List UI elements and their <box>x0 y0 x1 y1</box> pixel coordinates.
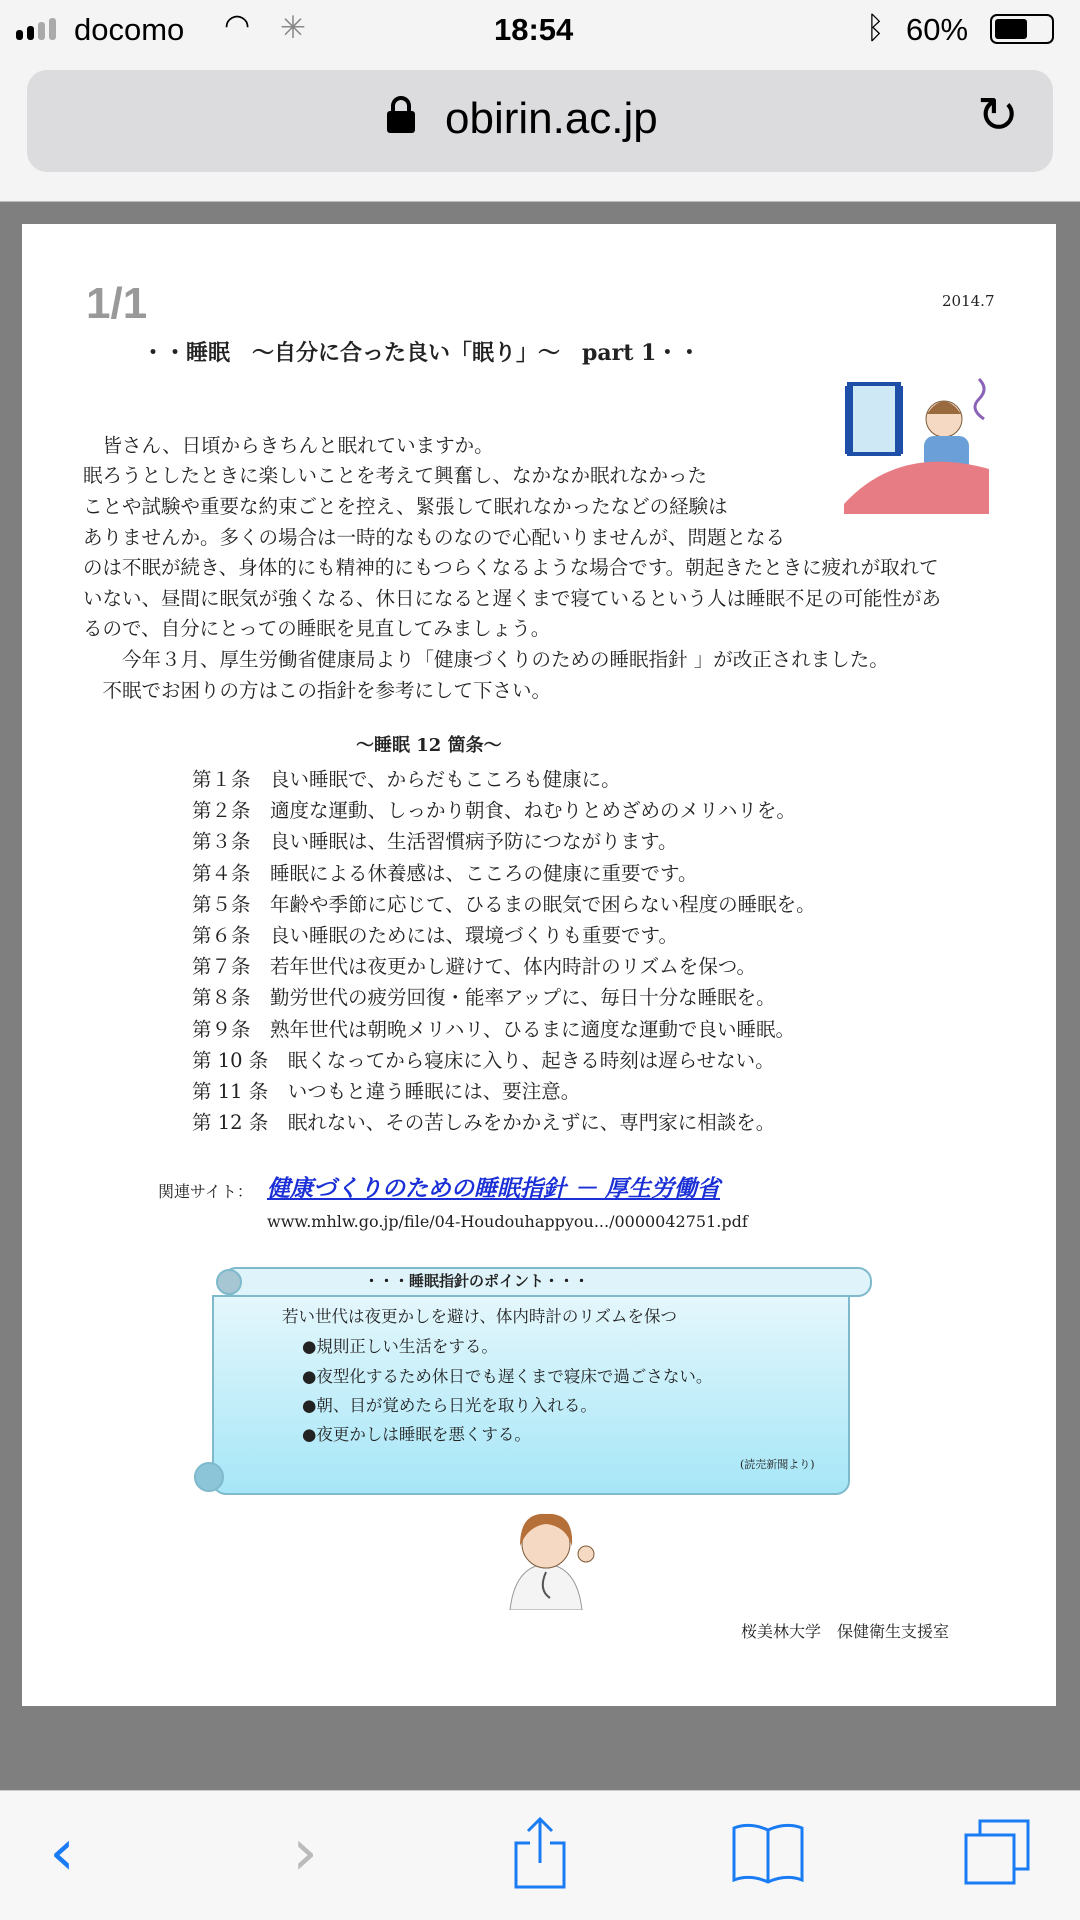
chevron-right-icon: › <box>292 1816 318 1890</box>
paragraph-line: ことや試験や重要な約束ごとを控え、緊張して眠れなかったなどの経験は <box>83 495 728 518</box>
tabs-icon <box>962 1817 1034 1889</box>
points-scroll-box <box>194 1267 874 1497</box>
scroll-bullet: ●夜型化するため休日でも遅くまで寝床で過ごさない。 <box>302 1367 713 1386</box>
status-bar <box>0 0 1080 60</box>
article-item: 第６条 良い睡眠のためには、環境づくりも重要です。 <box>192 924 678 947</box>
url-text: obirin.ac.jp <box>445 94 658 143</box>
share-button[interactable] <box>500 1813 580 1893</box>
book-icon <box>730 1820 806 1886</box>
scroll-bullet: ●規則正しい生活をする。 <box>302 1337 498 1356</box>
scroll-bullet: ●夜更かしは睡眠を悪くする。 <box>302 1425 531 1444</box>
back-button[interactable] <box>22 1813 102 1893</box>
bookmarks-button[interactable] <box>728 1813 808 1893</box>
article-item: 第２条 適度な運動、しっかり朝食、ねむりとめざめのメリハリを。 <box>192 799 796 822</box>
reload-icon[interactable]: ↻ <box>977 87 1019 143</box>
sleeping-illustration <box>839 374 999 514</box>
clock: 18:54 <box>494 12 574 47</box>
paragraph-line: 今年３月、厚生労働省健康局より「健康づくりのための睡眠指針 」が改正されました。 <box>83 648 889 671</box>
address-bar[interactable] <box>27 70 1053 172</box>
article-item: 第１条 良い睡眠で、からだもこころも健康に。 <box>192 768 621 791</box>
tabs-button[interactable] <box>958 1813 1038 1893</box>
paragraph-line: 不眠でお困りの方はこの指針を参考にして下さい。 <box>83 679 552 702</box>
articles-heading: ～睡眠 12 箇条～ <box>356 735 502 756</box>
safari-toolbar <box>0 1790 1080 1920</box>
article-item: 第 10 条 眠くなってから寝床に入り、起きる時刻は遅らせない。 <box>192 1049 775 1072</box>
forward-button[interactable] <box>265 1813 345 1893</box>
article-item: 第 11 条 いつもと違う睡眠には、要注意。 <box>192 1080 581 1103</box>
article-item: 第３条 良い睡眠は、生活習慣病予防につながります。 <box>192 830 678 853</box>
loading-icon: ✳ <box>280 10 306 45</box>
date: 2014.7 <box>942 292 995 310</box>
article-item: 第７条 若年世代は夜更かし避けて、体内時計のリズムを保つ。 <box>192 955 756 978</box>
paragraph-line: のは不眠が続き、身体的にも精神的にもつらくなるような場合です。朝起きたときに疲れが取れて <box>83 556 939 579</box>
paragraph-line: 皆さん、日頃からきちんと眠れていますか。 <box>83 434 494 457</box>
document-title: ・・睡眠 ～自分に合った良い「眠り」～ part 1・・ <box>142 340 701 366</box>
article-item: 第５条 年齢や季節に応じて、ひるまの眠気で困らない程度の睡眠を。 <box>192 893 816 916</box>
paragraph-line: 眠ろうとしたときに楽しいことを考えて興奮し、なかなか眠れなかった <box>83 464 708 487</box>
paragraph-line: るので、自分にとっての睡眠を見直してみましょう。 <box>83 617 551 640</box>
scroll-bullet: ●朝、目が覚めたら日光を取り入れる。 <box>302 1396 597 1415</box>
paragraph-line: ありませんか。多くの場合は一時的なものなので心配いりませんが、問題となる <box>83 526 786 549</box>
battery-icon <box>990 14 1054 44</box>
scroll-subtitle: 若い世代は夜更かしを避け、体内時計のリズムを保つ <box>282 1307 678 1326</box>
carrier: docomo <box>74 12 185 47</box>
page-indicator: 1/1 <box>86 279 148 328</box>
lock-icon <box>387 96 415 132</box>
article-item: 第８条 勤労世代の疲労回復・能率アップに、毎日十分な睡眠を。 <box>192 986 776 1009</box>
bluetooth-icon: ᛒ <box>866 10 885 45</box>
related-label: 関連サイト： <box>158 1182 253 1201</box>
pdf-page <box>22 224 1056 1706</box>
related-link[interactable]: 健康づくりのための睡眠指針 － 厚生労働省 <box>267 1176 721 1202</box>
article-item: 第 12 条 眠れない、その苦しみをかかえずに、専門家に相談を。 <box>192 1111 776 1134</box>
article-item: 第４条 睡眠による休養感は、こころの健康に重要です。 <box>192 862 698 885</box>
related-url: www.mhlw.go.jp/file/04-Houdouhappyou.../0000042751.pdf <box>267 1212 748 1231</box>
scroll-title: ・・・睡眠指針のポイント・・・ <box>364 1272 590 1290</box>
share-icon <box>510 1815 570 1891</box>
chevron-left-icon: ‹ <box>49 1816 75 1890</box>
paragraph-line: いない、昼間に眠気が強くなる、休日になると遅くまで寝ているという人は睡眠不足の可能性があ <box>83 587 942 610</box>
article-item: 第９条 熟年世代は朝晩メリハリ、ひるまに適度な運動で良い睡眠。 <box>192 1018 795 1041</box>
scroll-source: (読売新聞より) <box>740 1458 815 1471</box>
footer-organization: 桜美林大学 保健衛生支援室 <box>741 1622 950 1641</box>
battery-percent: 60% <box>906 12 969 47</box>
signal-icon <box>16 18 56 40</box>
wifi-icon: ◠ <box>224 9 251 42</box>
nurse-illustration <box>490 1506 602 1610</box>
